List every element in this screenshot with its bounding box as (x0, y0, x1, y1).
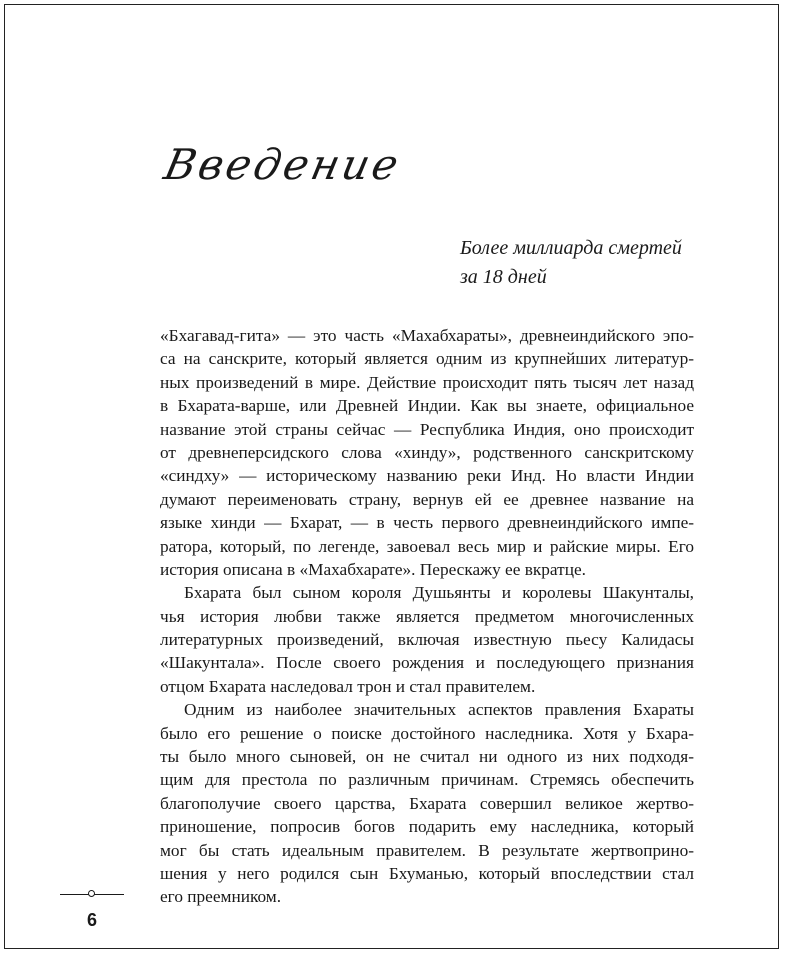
text-line: языке хинди — Бхарат, — в честь первого древнеиндийского импе- (160, 513, 694, 533)
text-line: его преемником. (160, 887, 282, 907)
paragraph-1 (160, 324, 694, 581)
folio-ornament-icon (88, 890, 95, 897)
text-line: «Бхагавад-гита» — это часть «Махабхараты», древнеиндийского эпо- (160, 326, 694, 345)
text-line: са на санскрите, который является одним из крупнейших литератур- (160, 349, 694, 369)
epigraph-line: за 18 дней (460, 266, 547, 288)
paragraph-3 (160, 698, 694, 909)
chapter-title: Введение (160, 140, 406, 189)
text-line: Бхарата был сыном короля Душьянты и королевы Шакунталы, (184, 583, 694, 603)
text-line: щим для престола по различным причинам. Стремясь обеспечить (160, 770, 694, 790)
text-line: мог бы стать идеальным правителем. В результате жертвоприно- (160, 840, 694, 860)
text-line: в Бхарата-варше, или Древней Индии. Как вы знаете, официальное (160, 396, 694, 416)
paragraph-2 (160, 581, 694, 698)
text-line: «Шакунтала». После своего рождения и последующего признания (160, 653, 694, 673)
body-text (160, 324, 694, 909)
text-line: приношение, попросив богов подарить ему наследника, который (160, 817, 694, 837)
text-line: чья история любви также является предметом многочисленных (160, 606, 694, 626)
text-line: было его решение о поиске достойного наследника. Хотя у Бхара- (160, 723, 694, 743)
text-line: Одним из наиболее значительных аспектов правления Бхараты (184, 700, 694, 720)
text-line: от древнеперсидского слова «хинду», родственного санскритскому (160, 442, 694, 462)
text-line: «синдху» — историческому названию реки Инд. Но власти Индии (160, 466, 694, 486)
text-line: ных произведений в мире. Действие происходит пять тысяч лет назад (160, 372, 694, 392)
text-line: отцом Бхарата наследовал трон и стал правителем. (160, 676, 536, 696)
text-line: благополучие своего царства, Бхарата совершил великое жертво- (160, 793, 694, 813)
epigraph (460, 234, 760, 292)
text-line: шения у него родился сын Бхуманью, который впоследствии стал (160, 863, 694, 883)
text-line: думают переименовать страну, вернув ей ее древнее название на (160, 489, 694, 509)
epigraph-line: Более миллиарда смертей (460, 237, 682, 259)
text-line: история описана в «Махабхарате». Перескажу ее вкратце. (160, 559, 586, 579)
text-line: литературных произведений, включая известную пьесу Калидасы (160, 630, 694, 650)
text-line: ты было много сыновей, он не считал ни одного из них подходя- (160, 747, 694, 767)
text-line: ратора, который, по легенде, завоевал весь мир и райские миры. Его (160, 536, 694, 556)
page-number: 6 (86, 910, 97, 930)
text-line: название этой страны сейчас — Республика Индия, оно происходит (160, 419, 694, 439)
